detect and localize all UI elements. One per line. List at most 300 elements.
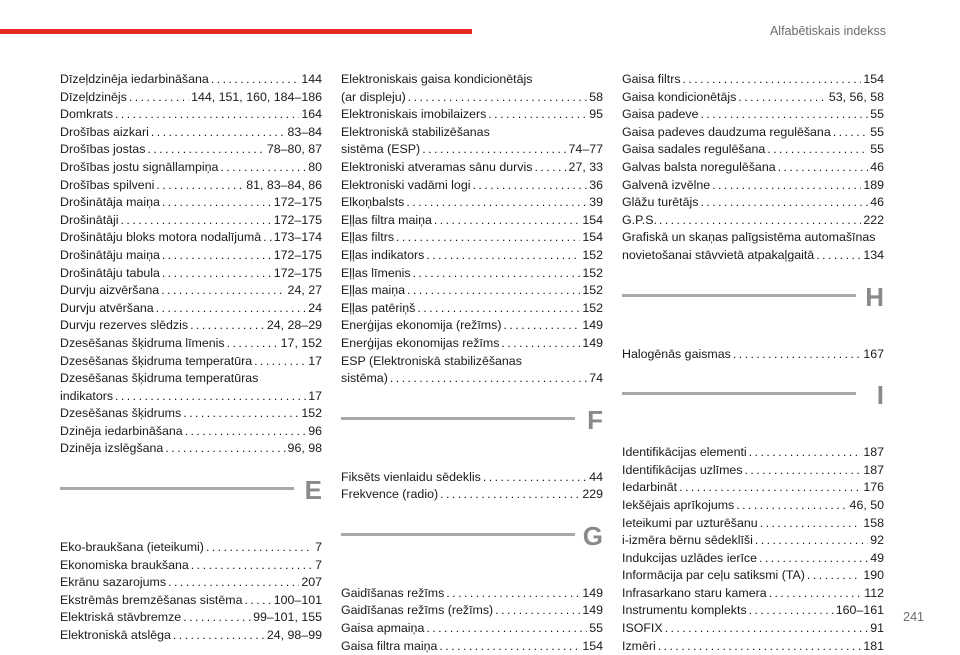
dot-leader [121,212,272,230]
index-entry-pages[interactable]: 83–84 [287,124,322,139]
index-entry-pages[interactable]: 152 [301,406,322,421]
index-entry[interactable] [622,194,884,212]
index-entry-pages[interactable]: 17, 152 [280,335,322,350]
dot-leader [165,440,285,458]
dot-leader [191,557,313,575]
index-entry[interactable] [60,423,322,441]
index-entry[interactable] [341,247,603,265]
dot-leader [115,388,306,406]
dot-leader [738,89,827,107]
index-entry[interactable] [60,212,322,230]
dot-leader [263,229,272,247]
index-entry[interactable] [60,440,322,458]
section-letter: G [582,520,603,551]
index-entry[interactable] [60,300,322,318]
index-entry-pages[interactable]: 24 [308,300,322,315]
index-entry-term: Eļļas patēriņš [341,300,416,315]
index-entry-pages[interactable]: 7 [315,540,322,555]
dot-leader [220,159,306,177]
index-entry[interactable] [60,353,322,371]
dot-leader [185,423,307,441]
dot-leader [396,229,580,247]
index-entry-term: Elektroniskā atslēga [60,628,171,643]
index-entry[interactable] [60,89,322,107]
index-entry[interactable] [622,602,884,620]
index-entry-term: Durvju aizvēršana [60,283,160,298]
index-entry-pages[interactable]: 172–175 [273,265,322,280]
dot-leader [162,194,272,212]
index-entry-pages[interactable]: 152 [582,283,603,298]
dot-leader [434,212,580,230]
index-entry-pages[interactable]: 49 [870,550,884,565]
index-entry[interactable] [60,177,322,195]
index-entry[interactable] [60,106,322,124]
index-entry-term: Gaisa kondicionētājs [622,89,737,104]
dot-leader [745,462,862,480]
dot-leader [206,539,313,557]
index-entry-term: novietošanai stāvvietā atpakaļgaitā [622,247,815,262]
index-entry-pages[interactable]: 229 [582,487,603,502]
dot-leader [483,469,587,487]
dot-leader [183,405,299,423]
index-entry-term: Durvju rezerves slēdzis [60,318,189,333]
index-entry-term: Ekstrēmās bremzēšanas sistēma [60,592,243,607]
index-entry-pages[interactable]: 17 [308,388,322,403]
index-entry[interactable] [60,265,322,283]
dot-leader [115,106,299,124]
index-entry[interactable] [60,229,322,247]
dot-leader [658,638,862,655]
index-entry-pages[interactable]: 46 [870,159,884,174]
index-entry[interactable] [622,106,884,124]
index-entry-pages[interactable]: 96 [308,423,322,438]
index-entry-pages[interactable]: 222 [863,212,884,227]
index-entry[interactable] [341,353,603,371]
section-letter: H [865,281,884,312]
index-entry[interactable] [622,124,884,142]
index-entry-pages[interactable]: 173–174 [273,230,322,245]
index-entry-pages[interactable]: 172–175 [273,247,322,262]
index-entry-term: Gaisa apmaiņa [341,621,425,636]
index-entry[interactable] [341,194,603,212]
index-entry[interactable] [622,497,884,515]
index-entry[interactable] [622,567,884,585]
index-entry-term: Eļļas maiņa [341,283,406,298]
index-entry-term: indikators [60,388,114,403]
section-divider [341,533,575,536]
index-entry-term: Elektroniskā stabilizēšanas [341,124,490,139]
index-entry-term: Drošības aizkari [60,124,149,139]
section-letter: F [587,404,603,435]
index-entry[interactable] [341,602,603,620]
index-entry[interactable] [341,89,603,107]
index-entry-pages[interactable]: 149 [582,603,603,618]
index-entry-term: Drošinātāju maiņa [60,247,160,262]
dot-leader [162,265,272,283]
index-entry[interactable] [622,515,884,533]
index-entry[interactable] [341,335,603,353]
header-title: Alfabētiskais indekss [769,24,886,38]
index-entry-pages[interactable]: 187 [863,445,884,460]
dot-leader [736,497,847,515]
index-entry-term: Indukcijas uzlādes ierīce [622,550,757,565]
index-entry-term: Infrasarkano staru kamera [622,585,767,600]
index-entry-term: Glāžu turētājs [622,195,699,210]
index-entry-term: Dzinēja izslēgšana [60,441,164,456]
index-entry-term: Identifikācijas elementi [622,445,747,460]
index-entry[interactable] [341,229,603,247]
index-entry-pages[interactable]: 95 [589,107,603,122]
index-entry-pages[interactable]: 190 [863,568,884,583]
index-entry-pages[interactable]: 160–161 [835,603,884,618]
index-entry[interactable] [60,71,322,89]
index-entry-term: Informācija par ceļu satiksmi (TA) [622,568,805,583]
index-entry[interactable] [341,159,603,177]
dot-leader [679,479,861,497]
section-header [622,380,884,442]
index-entry-term: Eko-braukšana (ieteikumi) [60,540,204,555]
index-entry[interactable] [60,159,322,177]
index-entry-pages[interactable]: 27, 33 [568,159,603,174]
index-entry[interactable] [60,627,322,645]
index-entry-pages[interactable]: 152 [582,300,603,315]
index-entry[interactable] [341,638,603,655]
index-entry-term: Durvju atvēršana [60,300,154,315]
index-entry[interactable] [622,141,884,159]
index-entry[interactable] [341,177,603,195]
dot-leader [488,106,587,124]
index-entry-term: sistēma (ESP) [341,142,421,157]
index-entry-pages[interactable]: 46, 50 [849,497,884,512]
index-entry-pages[interactable]: 112 [864,585,884,600]
dot-leader [413,265,581,283]
index-entry[interactable] [60,539,322,557]
index-entry-term: Dzesēšanas šķidrums [60,406,182,421]
index-entry[interactable] [622,346,884,364]
index-entry-pages[interactable]: 172–175 [273,212,322,227]
index-entry[interactable] [622,585,884,603]
dot-leader [183,609,251,627]
index-entry-pages[interactable]: 154 [863,72,884,86]
index-entry[interactable] [60,282,322,300]
dot-leader [769,585,863,603]
index-entry-pages[interactable]: 99–101, 155 [253,610,322,625]
index-entry-term: Iekšējais aprīkojums [622,497,735,512]
index-entry-pages[interactable]: 74 [589,371,603,386]
section-header [341,521,603,583]
dot-leader [534,159,566,177]
index-entry-pages[interactable]: 144 [301,72,322,86]
index-entry-pages[interactable]: 24, 98–99 [266,628,322,643]
dot-leader [162,247,272,265]
index-entry-pages[interactable]: 24, 28–29 [266,318,322,333]
dot-leader [407,282,580,300]
index-entry-pages[interactable]: 167 [863,346,884,361]
index-entry[interactable] [60,317,322,335]
index-entry[interactable] [622,247,884,265]
index-entry-pages[interactable]: 81, 83–84, 86 [246,177,322,192]
dot-leader [700,106,868,124]
index-entry-pages[interactable]: 46 [870,195,884,210]
index-entry-pages[interactable]: 144, 151, 160, 184–186 [191,89,322,104]
index-entry-pages[interactable]: 189 [863,177,884,192]
index-entry-term: Grafiskā un skaņas palīgsistēma automašīnas [622,230,876,245]
index-entry[interactable] [622,550,884,568]
index-entry-term: Eļļas indikators [341,247,425,262]
index-entry-term: G.P.S. [622,212,657,227]
dot-leader [833,124,868,142]
index-entry-term: ISOFIX [622,621,663,636]
dot-leader [129,89,189,107]
index-entry-pages[interactable]: 207 [301,575,322,590]
index-entry[interactable] [60,388,322,406]
index-entry-pages[interactable]: 78–80, 87 [266,142,322,157]
dot-leader [190,317,265,335]
index-entry[interactable] [60,247,322,265]
index-entry-term: Gaisa sadales regulēšana [622,142,766,157]
index-entry-term: Eļļas filtrs [341,230,395,245]
index-entry-term: Drošinātāja maiņa [60,195,160,210]
dot-leader [501,335,580,353]
index-entry-pages[interactable]: 39 [589,195,603,210]
dot-leader [168,574,299,592]
dot-leader [408,89,587,107]
index-entry-pages[interactable]: 53, 56, 58 [828,89,884,104]
index-entry-pages[interactable]: 74–77 [568,142,603,157]
dot-leader [659,212,861,230]
index-entry-term: Ekonomiska braukšana [60,557,189,572]
index-entry[interactable] [60,370,322,388]
dot-leader [440,486,580,504]
index-entry-pages[interactable]: 100–101 [273,592,322,607]
index-entry[interactable] [622,229,884,247]
index-entry-pages[interactable]: 55 [589,621,603,636]
index-entry-pages[interactable]: 96, 98 [287,441,322,456]
dot-leader [503,317,580,335]
index-entry-term: Gaidīšanas režīms [341,585,445,600]
section-letter: E [304,475,322,506]
dot-leader [173,627,265,645]
index-entry[interactable] [622,479,884,497]
index-entry-term: i-izmēra bērnu sēdeklīši [622,533,753,548]
index-entry-term: Domkrats [60,107,114,122]
index-entry-term: Iedarbināt [622,480,678,495]
index-entry-term: Gaisa padeves daudzuma regulēšana [622,124,831,139]
dot-leader [147,141,264,159]
index-entry-term: Elektroniski vadāmi logi [341,177,471,192]
index-entry-term: Drošinātāju tabula [60,265,160,280]
index-entry-term: Dīzeļdzinējs [60,89,127,104]
index-entry[interactable] [60,609,322,627]
index-entry-pages[interactable]: 154 [582,230,603,245]
index-entry-term: Elkoņbalsts [341,195,405,210]
index-entry[interactable] [60,335,322,353]
index-entry-term: Dzinēja iedarbināšana [60,423,183,438]
dot-leader [422,141,566,159]
index-entry-pages[interactable]: 154 [582,638,603,653]
index-entry[interactable] [60,194,322,212]
index-entry-term: Enerģijas ekonomijas režīms [341,335,500,350]
index-entry[interactable] [60,405,322,423]
index-entry-pages[interactable]: 92 [870,533,884,548]
index-column-1 [60,71,322,645]
index-entry-term: Gaisa padeve [622,107,699,122]
index-entry[interactable] [341,265,603,283]
index-entry-term: Elektriskā stāvbremze [60,610,182,625]
dot-leader [244,592,271,610]
index-entry-pages[interactable]: 149 [582,335,603,350]
index-entry-term: Elektroniski atveramas sānu durvis [341,159,533,174]
index-entry-pages[interactable]: 158 [863,515,884,530]
index-entry[interactable] [60,557,322,575]
dot-leader [426,620,587,638]
index-entry[interactable] [341,300,603,318]
index-entry[interactable] [341,317,603,335]
index-entry[interactable] [622,444,884,462]
index-entry-pages[interactable]: 58 [589,89,603,104]
section-divider [60,487,294,490]
index-entry[interactable] [60,574,322,592]
index-entry-pages[interactable]: 154 [582,212,603,227]
index-entry[interactable] [622,532,884,550]
index-entry[interactable] [60,592,322,610]
dot-leader [227,335,279,353]
index-entry-pages[interactable]: 36 [589,177,603,192]
index-entry-pages[interactable]: 55 [870,107,884,122]
index-entry-pages[interactable]: 172–175 [273,195,322,210]
dot-leader [749,444,862,462]
index-entry-pages[interactable]: 152 [582,247,603,262]
index-entry-pages[interactable]: 134 [863,247,884,262]
dot-leader [472,177,587,195]
dot-leader [254,353,306,371]
index-entry-term: (ar displeju) [341,89,406,104]
index-entry[interactable] [341,370,603,388]
dot-leader [767,141,868,159]
index-entry[interactable] [622,212,884,230]
index-entry-term: Fiksēts vienlaidu sēdeklis [341,469,481,484]
index-entry-term: Izmēri [622,638,656,653]
dot-leader [733,346,861,364]
index-entry-pages[interactable]: 17 [308,353,322,368]
index-entry-term: Frekvence (radio) [341,487,439,502]
index-entry[interactable] [622,620,884,638]
index-entry[interactable] [341,469,603,487]
index-entry-term: Gaisa filtrs [622,72,681,86]
dot-leader [406,194,587,212]
dot-leader [151,124,286,142]
index-entry[interactable] [341,71,603,89]
header-accent-bar [0,29,472,34]
index-entry-term: sistēma) [341,371,388,386]
dot-leader [426,247,580,265]
index-entry-term: Eļļas līmenis [341,265,411,280]
dot-leader [759,550,868,568]
index-entry[interactable] [341,106,603,124]
index-entry-term: Dzesēšanas šķidruma temperatūras [60,371,259,386]
dot-leader [665,620,869,638]
section-divider [622,392,856,395]
dot-leader [755,532,868,550]
index-entry[interactable] [622,638,884,655]
index-entry[interactable] [60,141,322,159]
dot-leader [760,515,862,533]
index-entry-pages[interactable]: 7 [315,557,322,572]
dot-leader [749,602,834,620]
index-entry-term: Ekrānu sazarojums [60,575,167,590]
index-entry[interactable] [341,620,603,638]
index-entry[interactable] [622,159,884,177]
page-number: 241 [903,610,924,624]
index-entry[interactable] [341,486,603,504]
index-entry-pages[interactable]: 149 [582,585,603,600]
index-entry-term: Dzesēšanas šķidruma līmenis [60,335,225,350]
index-entry-pages[interactable]: 187 [863,462,884,477]
dot-leader [700,194,868,212]
section-header [60,475,322,537]
dot-leader [712,177,861,195]
index-entry-pages[interactable]: 55 [870,142,884,157]
index-entry-term: Instrumentu komplekts [622,603,747,618]
index-entry[interactable] [622,71,884,89]
index-entry-term: Drošības jostu signāllampiņa [60,159,219,174]
index-entry-term: Elektroniskais gaisa kondicionētājs [341,72,533,86]
section-header [622,282,884,344]
index-entry-pages[interactable]: 24, 27 [287,283,322,298]
dot-leader [683,71,862,89]
index-entry-term: Drošības jostas [60,142,146,157]
section-divider [341,417,575,420]
index-entry[interactable] [622,89,884,107]
section-header [341,405,603,467]
index-entry-pages[interactable]: 91 [870,621,884,636]
index-column-3 [622,71,884,655]
index-entry[interactable] [341,124,603,142]
index-entry[interactable] [341,585,603,603]
index-entry[interactable] [622,177,884,195]
index-column-2 [341,71,603,655]
dot-leader [495,602,580,620]
index-entry-pages[interactable]: 80 [308,159,322,174]
index-entry-term: Dīzeļdzinēja iedarbināšana [60,72,209,86]
dot-leader [390,370,587,388]
section-letter: I [876,380,884,411]
index-entry-pages[interactable]: 149 [582,318,603,333]
index-entry-term: Drošības spilveni [60,177,155,192]
index-entry-term: Drošinātāji [60,212,119,227]
dot-leader [161,282,285,300]
index-entry[interactable] [622,462,884,480]
index-entry[interactable] [341,141,603,159]
index-entry[interactable] [341,282,603,300]
index-entry-term: Halogēnās gaismas [622,346,731,361]
dot-leader [156,177,244,195]
index-entry-term: Enerģijas ekonomija (režīms) [341,318,502,333]
dot-leader [446,585,580,603]
section-divider [622,294,856,297]
index-entry-pages[interactable]: 55 [870,124,884,139]
index-entry[interactable] [60,124,322,142]
index-entry-pages[interactable]: 164 [301,107,322,122]
index-entry-pages[interactable]: 181 [863,638,884,653]
index-entry-pages[interactable]: 44 [589,469,603,484]
index-entry-term: Dzesēšanas šķidruma temperatūra [60,353,253,368]
index-entry-term: Drošinātāju bloks motora nodalījumā [60,230,262,245]
index-entry-pages[interactable]: 176 [863,480,884,495]
index-entry-pages[interactable]: 152 [582,265,603,280]
dot-leader [816,247,861,265]
index-entry[interactable] [341,212,603,230]
